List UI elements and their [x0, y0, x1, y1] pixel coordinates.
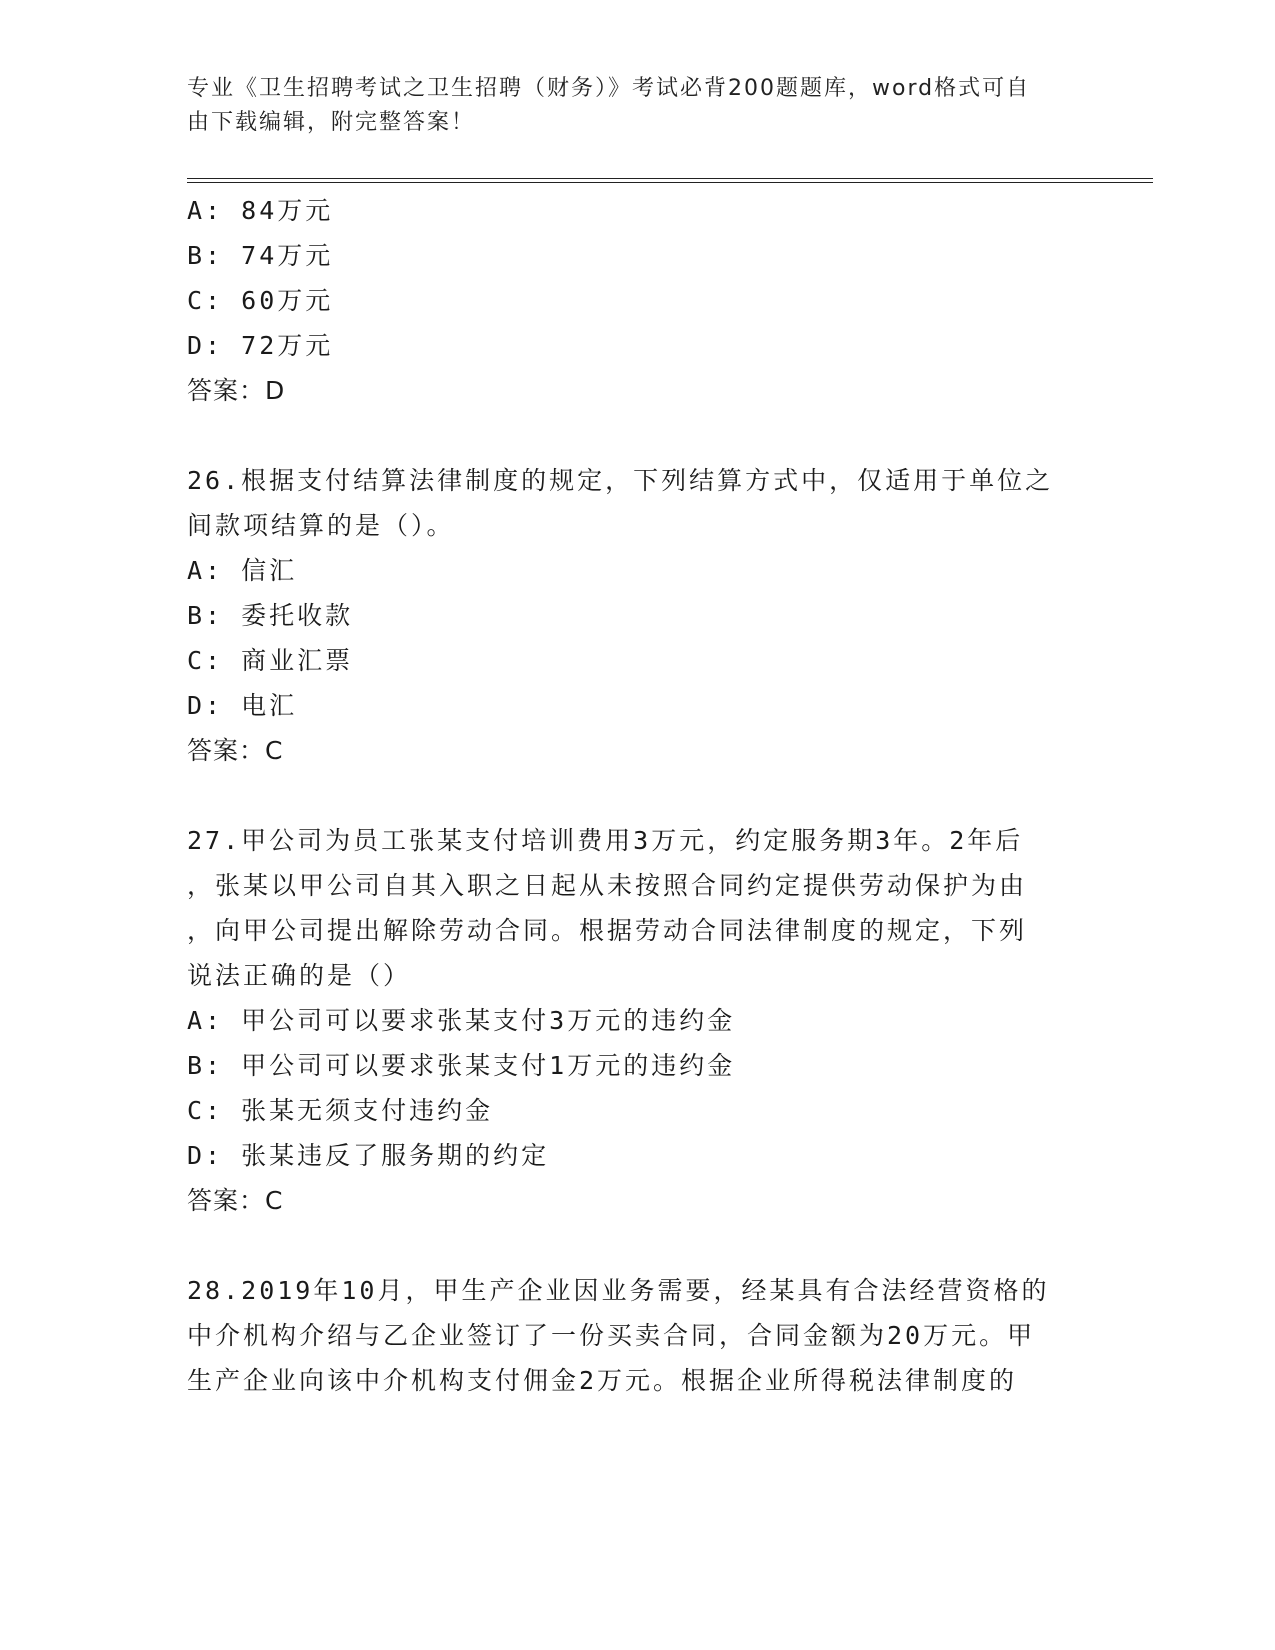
question-stem-line: 27.甲公司为员工张某支付培训费用3万元，约定服务期3年。2年后 [187, 826, 1024, 855]
option-a: A: 信汇 [187, 556, 298, 585]
option-b: B: 甲公司可以要求张某支付1万元的违约金 [187, 1051, 736, 1080]
page-header [187, 72, 1067, 140]
option-d: D: 张某违反了服务期的约定 [187, 1141, 550, 1170]
question-stem-line: 28.2019年10月，甲生产企业因业务需要，经某具有合法经营资格的 [187, 1276, 1050, 1305]
option-d: D: 电汇 [187, 691, 298, 720]
option-b: B: 委托收款 [187, 601, 354, 630]
question-stem-line: 26.根据支付结算法律制度的规定，下列结算方式中，仅适用于单位之 [187, 466, 1054, 495]
question-stem-line: 说法正确的是（） [187, 961, 412, 990]
header-title-line-1: 专业《卫生招聘考试之卫生招聘（财务）》考试必背200题题库，word格式可自 [187, 76, 1031, 101]
header-divider [187, 178, 1153, 183]
answer-line: 答案：C [187, 1186, 284, 1215]
document-body [187, 188, 1087, 1403]
question-stem-line: 中介机构介绍与乙企业签订了一份买卖合同，合同金额为20万元。甲 [187, 1321, 1036, 1350]
question-stem-line: ，张某以甲公司自其入职之日起从未按照合同约定提供劳动保护为由 [187, 871, 1028, 900]
option-c: C: 张某无须支付违约金 [187, 1096, 494, 1125]
question-26-block [187, 458, 1087, 773]
option-c: C: 商业汇票 [187, 646, 354, 675]
question-stem-line: 生产企业向该中介机构支付佣金2万元。根据企业所得税法律制度的 [187, 1366, 1018, 1395]
question-25-block [187, 188, 1087, 413]
header-title-line-2: 由下载编辑，附完整答案！ [187, 110, 476, 135]
question-stem-line: 间款项结算的是（）。 [187, 511, 455, 540]
question-28-block [187, 1268, 1087, 1403]
question-stem-line: ，向甲公司提出解除劳动合同。根据劳动合同法律制度的规定，下列 [187, 916, 1028, 945]
option-c: C: 60万元 [187, 286, 334, 315]
answer-line: 答案：C [187, 736, 284, 765]
option-d: D: 72万元 [187, 331, 334, 360]
option-a: A: 84万元 [187, 196, 334, 225]
question-27-block [187, 818, 1087, 1223]
answer-line: 答案：D [187, 376, 286, 405]
option-a: A: 甲公司可以要求张某支付3万元的违约金 [187, 1006, 736, 1035]
option-b: B: 74万元 [187, 241, 334, 270]
